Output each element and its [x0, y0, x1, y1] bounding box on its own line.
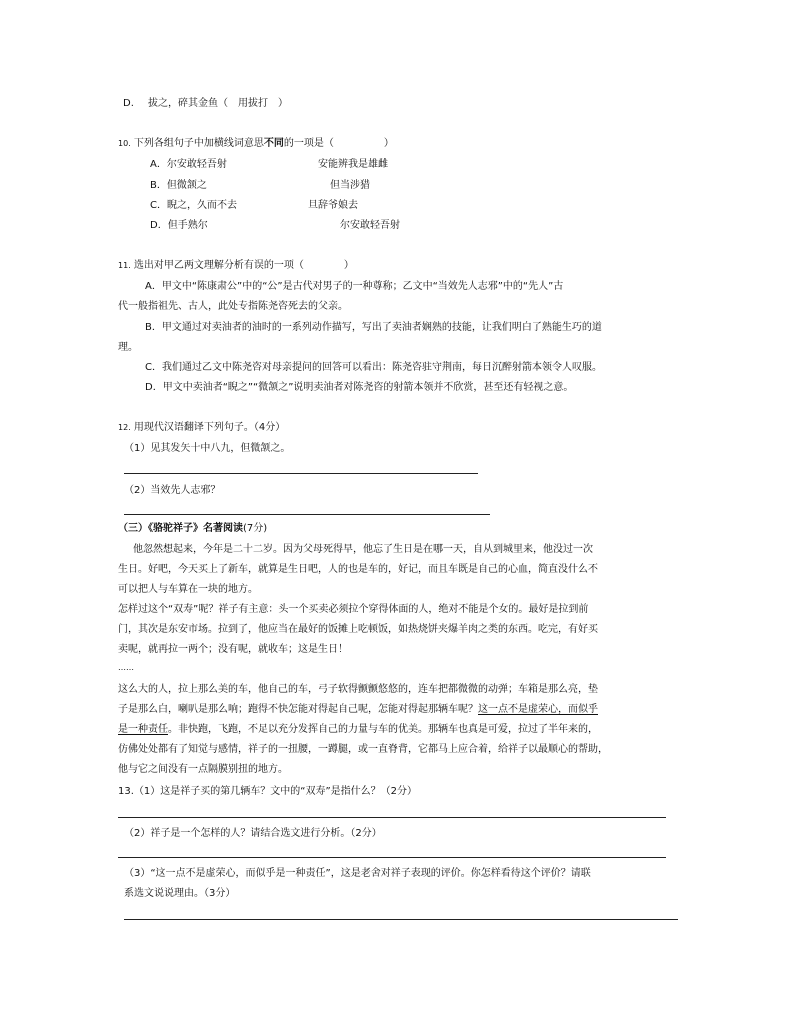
q11-option-a-line2: 代一般指祖先、古人，此处专指陈尧咨死去的父亲。 — [118, 301, 348, 312]
q13-answer-line-3[interactable] — [124, 919, 678, 920]
q10-stem-text-before: 下列各组句子中加横线词意思 — [133, 138, 264, 149]
q12-item-2: （2）当效先人志邪？ — [124, 485, 221, 496]
section3-title-book: 《骆驼祥子》 — [148, 523, 203, 534]
q12-answer-line-2[interactable] — [124, 514, 490, 515]
q12-stem — [118, 421, 285, 435]
q12-number: 12. — [118, 423, 131, 432]
q11-number: 11. — [118, 261, 131, 270]
q10-option-b-left: B．但微颔之 — [150, 180, 207, 191]
q13-item-1: 13.（1）这是祥子买的第几辆车？文中的“双寿”是指什么？（2分） — [118, 786, 417, 797]
passage-underlined-phrase-2: 是一种责任 — [118, 724, 168, 735]
q13-answer-line-2[interactable] — [118, 857, 666, 858]
q11-option-c-line1: C．我们通过乙文中陈尧咨对母亲提问的回答可以看出：陈尧咨驻守荆南，每日沉醉射箭本领令人叹服。 — [145, 362, 602, 373]
q9-option-d-text: 拔之，碎其金鱼（ 用拔打 ） — [148, 98, 288, 109]
q10-option-c-right: 旦辞爷娘去 — [308, 200, 358, 211]
section3-title-prefix: （三） — [118, 523, 148, 534]
passage-p3-line3 — [118, 723, 598, 737]
passage-p1-line2: 生日。好吧，今天买上了新车，就算是生日吧，人的也是车的，好记，而且车既是自己的心血，简直没什么不 — [118, 564, 598, 575]
q12-item-1: （1）见其发矢十中八九，但微颔之。 — [124, 443, 291, 454]
q10-number: 10. — [118, 139, 131, 148]
passage-p3-line5: 他与它之间没有一点隔膜别扭的地方。 — [118, 764, 288, 775]
q10-option-d-left: D．但手熟尔 — [150, 220, 208, 231]
passage-p2-line1: 怎样过这个“双寿”呢？祥子有主意：头一个买卖必须拉个穿得体面的人，绝对不能是个女的。最好是拉到前 — [118, 604, 589, 615]
q13-item-2: （2）祥子是一个怎样的人？请结合选文进行分析。（2分） — [124, 828, 382, 839]
q11-stem-text: 选出对甲乙两文理解分析有误的一项（ ） — [133, 260, 354, 271]
passage-p1-line1: 他忽然想起来，今年是二十二岁。因为父母死得早，他忘了生日是在哪一天，自从到城里来，他没过一次 — [133, 544, 593, 555]
passage-p3-line1: 这么大的人，拉上那么美的车，他自己的车，弓子软得颤颤悠悠的，连车把都微微的动弹；车箱是那么亮，垫 — [118, 684, 598, 695]
q11-option-b-line1: B．甲文通过对卖油者的油时的一系列动作描写，写出了卖油者娴熟的技能，让我们明白了熟能生巧的道 — [145, 322, 602, 333]
passage-underlined-phrase-1: 这一点不是虚荣心，而似乎 — [478, 704, 598, 715]
q13-item-3-line2: 系选文说说理由。（3分） — [124, 888, 236, 899]
section3-title-suffix: 名著阅读 — [203, 523, 243, 534]
q10-stem — [118, 137, 394, 151]
q11-option-d-line1: D．甲文中卖油者“睨之”“微颔之”说明卖油者对陈尧咨的射箭本领并不欣赏，甚至还有轻视之意。 — [145, 382, 574, 393]
q10-option-a-left: A．尔安敢轻吾射 — [150, 159, 227, 170]
passage-p3-line3-text: 。非快跑，飞跑，不足以充分发挥自己的力量与车的优美。那辆车也真是可爱，拉过了半年来的， — [168, 724, 598, 735]
q11-option-b-line2: 理。 — [118, 342, 138, 353]
section3-title — [118, 522, 267, 536]
q13-item-3-line1: （3）“这一点不是虚荣心，而似乎是一种责任”，这是老舍对祥子表现的评价。你怎样看待这个评价？请联 — [124, 868, 591, 879]
passage-ellipsis: …… — [118, 663, 134, 672]
q9-option-d-label: D. — [123, 98, 134, 109]
q10-stem-text-after: 的一项是（ ） — [283, 138, 394, 149]
q10-option-d-right: 尔安敢轻吾射 — [340, 220, 400, 231]
q10-option-c-left: C．睨之，久而不去 — [150, 200, 237, 211]
q10-option-b-right: 但当涉猎 — [330, 180, 370, 191]
passage-p3-line4: 仿佛处处都有了知觉与感情，祥子的一扭腰，一蹲腿，或一直脊背，它都马上应合着，给祥子以最顺心的帮助， — [118, 744, 608, 755]
passage-p1-line3: 可以把人与车算在一块的地方。 — [118, 584, 258, 595]
section3-title-score: (7分) — [243, 523, 268, 534]
q13-answer-line-1[interactable] — [118, 817, 666, 818]
passage-p2-line2: 门，其次是东安市场。拉到了，他应当在最好的饭摊上吃顿饭，如热烧饼夹爆羊肉之类的东西。吃完，有好买 — [118, 624, 598, 635]
q11-option-a-line1: A．甲文中“陈康肃公”中的“公”是古代对男子的一种尊称；乙文中“当效先人志邪”中的“先人”古 — [145, 281, 564, 292]
q12-answer-line-1[interactable] — [124, 473, 478, 474]
q10-stem-emphasis: 不同 — [263, 138, 284, 149]
passage-p3-line2-text: 子是那么白，喇叭是那么响；跑得不快怎能对得起自己呢，怎能对得起那辆车呢？ — [118, 704, 478, 715]
passage-p2-line3: 卖呢，就再拉一两个；没有呢，就收车；这是生日！ — [118, 644, 348, 655]
q10-option-a-right: 安能辨我是雄雌 — [318, 159, 388, 170]
q11-stem — [118, 259, 354, 273]
passage-p3-line2 — [118, 703, 598, 717]
q12-stem-text: 用现代汉语翻译下列句子。（4分） — [133, 422, 286, 433]
